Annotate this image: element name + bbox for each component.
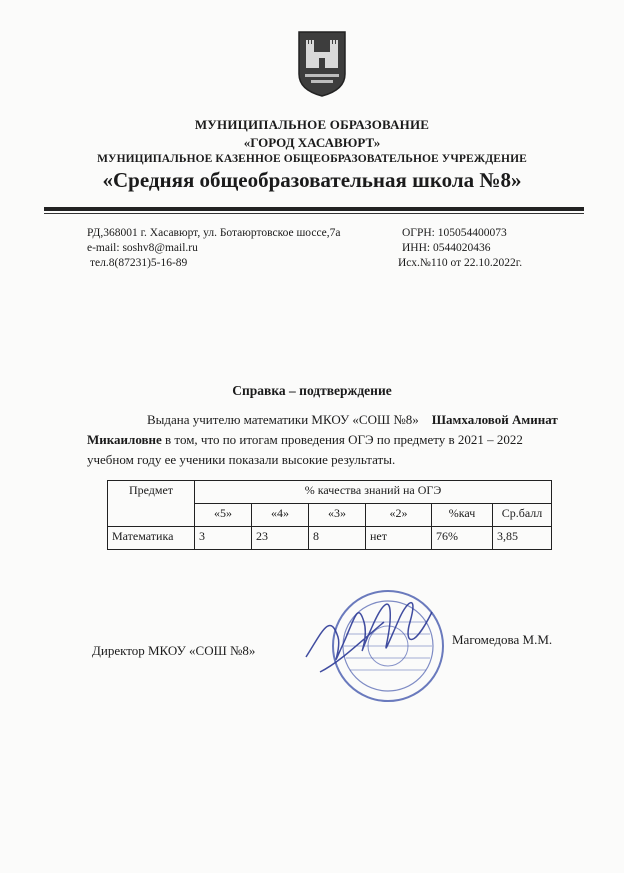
table-subheader: %кач <box>432 504 493 527</box>
teacher-surname: Шамхаловой <box>431 412 509 427</box>
header-school-name: «Средняя общеобразовательная школа №8» <box>102 168 522 192</box>
inn-line: ИНН: 0544020436 <box>402 242 491 254</box>
table-row <box>108 527 552 550</box>
header-divider-thick <box>44 207 584 211</box>
header-municipality: МУНИЦИПАЛЬНОЕ ОБРАЗОВАНИЕ <box>194 117 430 132</box>
table-cell: 23 <box>252 527 309 550</box>
table-subheader: «2» <box>366 504 432 527</box>
document-title: Справка – подтверждение <box>232 383 392 398</box>
table-cell: 76% <box>432 527 493 550</box>
table-header-group: % качества знаний на ОГЭ <box>195 481 552 504</box>
table-cell: 3 <box>195 527 252 550</box>
outgoing-number-line: Исх.№110 от 22.10.2022г. <box>398 257 523 269</box>
table-subheader: «3» <box>309 504 366 527</box>
official-stamp-with-signature <box>300 582 450 707</box>
email-line: e-mail: soshv8@mail.ru <box>87 242 198 254</box>
intro-text: Выдана учителю математики МКОУ «СОШ №8» <box>147 412 419 427</box>
registry-block <box>398 226 522 271</box>
header-institution-type: МУНИЦИПАЛЬНОЕ КАЗЕННОЕ ОБЩЕОБРАЗОВАТЕЛЬНОЕ УЧРЕЖДЕНИЕ <box>97 153 527 165</box>
signatory-position: Директор МКОУ «СОШ №8» <box>92 643 256 658</box>
phone-line: тел.8(87231)5-16-89 <box>90 257 188 269</box>
table-subheader: «4» <box>252 504 309 527</box>
table-subheader: «5» <box>195 504 252 527</box>
signatory-name: Магомедова М.М. <box>452 632 553 647</box>
ogrn-line: ОГРН: 105054400073 <box>402 227 507 239</box>
table-cell: нет <box>366 527 432 550</box>
address-line: РД,368001 г. Хасавюрт, ул. Ботаюртовское шоссе,7а <box>87 227 341 239</box>
table-cell-subject: Математика <box>108 527 195 550</box>
table-cell: 3,85 <box>493 527 552 550</box>
contact-block <box>87 226 341 271</box>
teacher-given-name: Аминат Микаиловне <box>87 412 558 447</box>
table-header-subject: Предмет <box>108 481 195 527</box>
coat-of-arms-emblem <box>297 30 347 97</box>
body-text: в том, что по итогам проведения ОГЭ по предмету в 2021 – 2022 учебном году ее ученики показали высокие результаты. <box>87 432 523 467</box>
table-header-row <box>108 481 552 504</box>
header-divider-thin <box>44 213 584 214</box>
table-subheader: Ср.балл <box>493 504 552 527</box>
document-body-paragraph <box>87 410 567 470</box>
table-cell: 8 <box>309 527 366 550</box>
results-table <box>107 480 552 550</box>
header-city: «ГОРОД ХАСАВЮРТ» <box>243 135 381 150</box>
